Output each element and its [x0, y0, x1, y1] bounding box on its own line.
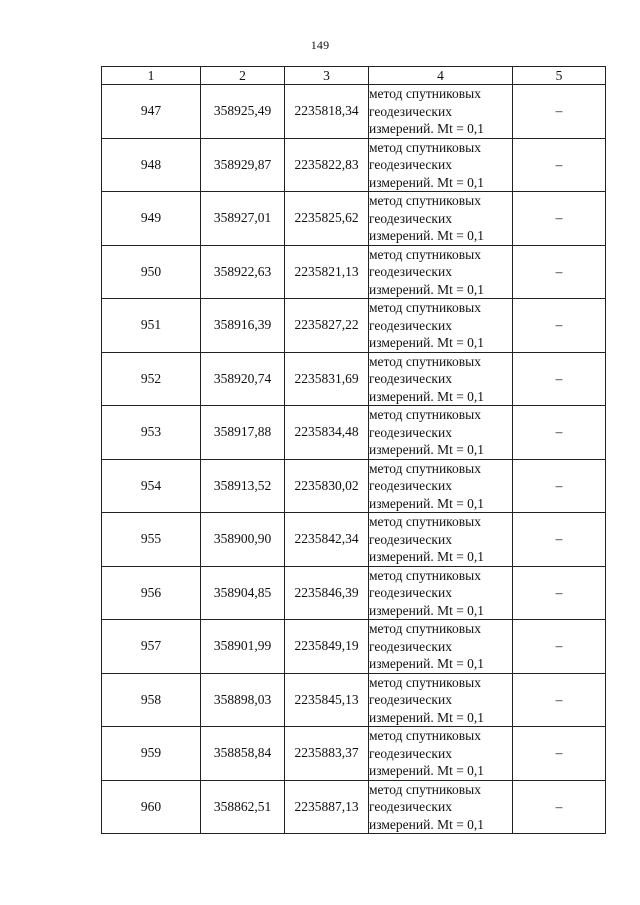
method-text-line: геодезических [369, 585, 452, 600]
table-row [102, 406, 606, 460]
method-text-line: измерений. Mt = 0,1 [369, 602, 485, 618]
x-coordinate-cell: 358898,03 [201, 673, 285, 727]
method-text-line: геодезических [369, 424, 452, 440]
coordinates-table [101, 66, 606, 834]
y-coordinate-cell: 2235831,69 [285, 352, 369, 406]
method-text-line: измерений. Mt = 0,1 [369, 281, 485, 297]
method-text-line: геодезических [369, 210, 452, 226]
point-number-cell: 955 [102, 513, 201, 567]
x-coordinate-cell: 358913,52 [201, 459, 285, 513]
method-text-line: измерений. Mt = 0,1 [369, 335, 485, 350]
point-number-cell: 947 [102, 85, 201, 139]
method-text-line: метод спутниковых [369, 674, 481, 690]
table-row [102, 513, 606, 567]
table-row [102, 459, 606, 513]
note-cell: – [513, 620, 606, 674]
table-row [102, 299, 606, 353]
method-text-line: метод спутниковых [369, 353, 481, 369]
method-text-line: измерений. Mt = 0,1 [369, 121, 485, 136]
note-cell: – [513, 780, 606, 834]
method-text-line: метод спутниковых [369, 86, 481, 101]
method-text-line: измерений. Mt = 0,1 [369, 495, 485, 511]
y-coordinate-cell: 2235822,83 [285, 138, 369, 192]
table-row [102, 192, 606, 246]
point-number-cell: 956 [102, 566, 201, 620]
point-number-cell: 954 [102, 459, 201, 513]
point-number-cell: 948 [102, 138, 201, 192]
x-coordinate-cell: 358858,84 [201, 727, 285, 781]
method-text-line: метод спутниковых [369, 781, 481, 797]
method-text-line: геодезических [369, 531, 452, 547]
method-cell [369, 299, 513, 353]
method-text-line: измерений. Mt = 0,1 [369, 709, 485, 725]
note-cell: – [513, 406, 606, 460]
method-cell [369, 352, 513, 406]
note-cell: – [513, 727, 606, 781]
x-coordinate-cell: 358929,87 [201, 138, 285, 192]
method-cell [369, 513, 513, 567]
method-text-line: геодезических [369, 638, 452, 654]
header-row [102, 67, 606, 85]
method-text-line: метод спутниковых [369, 460, 481, 476]
method-cell [369, 780, 513, 834]
method-text-line: измерений. Mt = 0,1 [369, 442, 485, 457]
y-coordinate-cell: 2235827,22 [285, 299, 369, 353]
method-text-line: измерений. Mt = 0,1 [369, 174, 485, 190]
point-number-cell: 952 [102, 352, 201, 406]
y-coordinate-cell: 2235842,34 [285, 513, 369, 567]
note-cell: – [513, 673, 606, 727]
note-cell: – [513, 352, 606, 406]
method-text-line: метод спутниковых [369, 567, 481, 583]
method-text-line: измерений. Mt = 0,1 [369, 549, 485, 564]
y-coordinate-cell: 2235821,13 [285, 245, 369, 299]
method-text-line: измерений. Mt = 0,1 [369, 228, 485, 243]
note-cell: – [513, 513, 606, 567]
method-text-line: геодезических [369, 317, 452, 333]
method-cell [369, 673, 513, 727]
table-row [102, 138, 606, 192]
method-text-line: геодезических [369, 745, 452, 761]
method-text-line: метод спутниковых [369, 139, 481, 155]
method-text-line: геодезических [369, 371, 452, 386]
table-body [102, 85, 606, 834]
method-text-line: измерений. Mt = 0,1 [369, 763, 485, 778]
method-cell [369, 192, 513, 246]
method-text-line: метод спутниковых [369, 300, 481, 315]
method-text-line: метод спутниковых [369, 246, 481, 262]
method-cell [369, 245, 513, 299]
y-coordinate-cell: 2235834,48 [285, 406, 369, 460]
y-coordinate-cell: 2235818,34 [285, 85, 369, 139]
point-number-cell: 958 [102, 673, 201, 727]
note-cell: – [513, 459, 606, 513]
method-cell [369, 620, 513, 674]
page-number: 149 [310, 38, 330, 52]
y-coordinate-cell: 2235846,39 [285, 566, 369, 620]
note-cell: – [513, 299, 606, 353]
method-text-line: метод спутниковых [369, 514, 481, 529]
method-text-line: измерений. Mt = 0,1 [369, 656, 485, 671]
method-text-line: геодезических [369, 799, 452, 814]
method-text-line: геодезических [369, 157, 452, 172]
note-cell: – [513, 85, 606, 139]
table-row [102, 245, 606, 299]
x-coordinate-cell: 358927,01 [201, 192, 285, 246]
point-number-cell: 957 [102, 620, 201, 674]
point-number-cell: 959 [102, 727, 201, 781]
method-text-line: измерений. Mt = 0,1 [369, 816, 485, 832]
table-row [102, 566, 606, 620]
point-number-cell: 949 [102, 192, 201, 246]
note-cell: – [513, 566, 606, 620]
x-coordinate-cell: 358900,90 [201, 513, 285, 567]
table-row [102, 673, 606, 727]
x-coordinate-cell: 358916,39 [201, 299, 285, 353]
method-text-line: геодезических [369, 103, 452, 119]
x-coordinate-cell: 358862,51 [201, 780, 285, 834]
column-header-2: 2 [201, 67, 285, 85]
y-coordinate-cell: 2235825,62 [285, 192, 369, 246]
method-cell [369, 85, 513, 139]
x-coordinate-cell: 358922,63 [201, 245, 285, 299]
point-number-cell: 953 [102, 406, 201, 460]
note-cell: – [513, 245, 606, 299]
note-cell: – [513, 192, 606, 246]
y-coordinate-cell: 2235849,19 [285, 620, 369, 674]
method-cell [369, 727, 513, 781]
method-text-line: геодезических [369, 264, 452, 279]
y-coordinate-cell: 2235887,13 [285, 780, 369, 834]
method-text-line: метод спутниковых [369, 728, 481, 743]
method-cell [369, 406, 513, 460]
y-coordinate-cell: 2235845,13 [285, 673, 369, 727]
method-text-line: геодезических [369, 478, 452, 493]
y-coordinate-cell: 2235883,37 [285, 727, 369, 781]
table-row [102, 620, 606, 674]
column-header-3: 3 [285, 67, 369, 85]
x-coordinate-cell: 358901,99 [201, 620, 285, 674]
table-row [102, 352, 606, 406]
table-row [102, 85, 606, 139]
method-text-line: метод спутниковых [369, 407, 481, 422]
y-coordinate-cell: 2235830,02 [285, 459, 369, 513]
method-text-line: метод спутниковых [369, 193, 481, 208]
table-row [102, 727, 606, 781]
method-cell [369, 138, 513, 192]
x-coordinate-cell: 358920,74 [201, 352, 285, 406]
table-row [102, 780, 606, 834]
point-number-cell: 960 [102, 780, 201, 834]
x-coordinate-cell: 358925,49 [201, 85, 285, 139]
x-coordinate-cell: 358917,88 [201, 406, 285, 460]
point-number-cell: 951 [102, 299, 201, 353]
method-text-line: измерений. Mt = 0,1 [369, 388, 485, 404]
note-cell: – [513, 138, 606, 192]
x-coordinate-cell: 358904,85 [201, 566, 285, 620]
column-header-5: 5 [513, 67, 606, 85]
method-text-line: метод спутниковых [369, 621, 481, 636]
method-cell [369, 566, 513, 620]
method-cell [369, 459, 513, 513]
column-header-4: 4 [369, 67, 513, 85]
column-header-1: 1 [102, 67, 201, 85]
point-number-cell: 950 [102, 245, 201, 299]
method-text-line: геодезических [369, 692, 452, 707]
